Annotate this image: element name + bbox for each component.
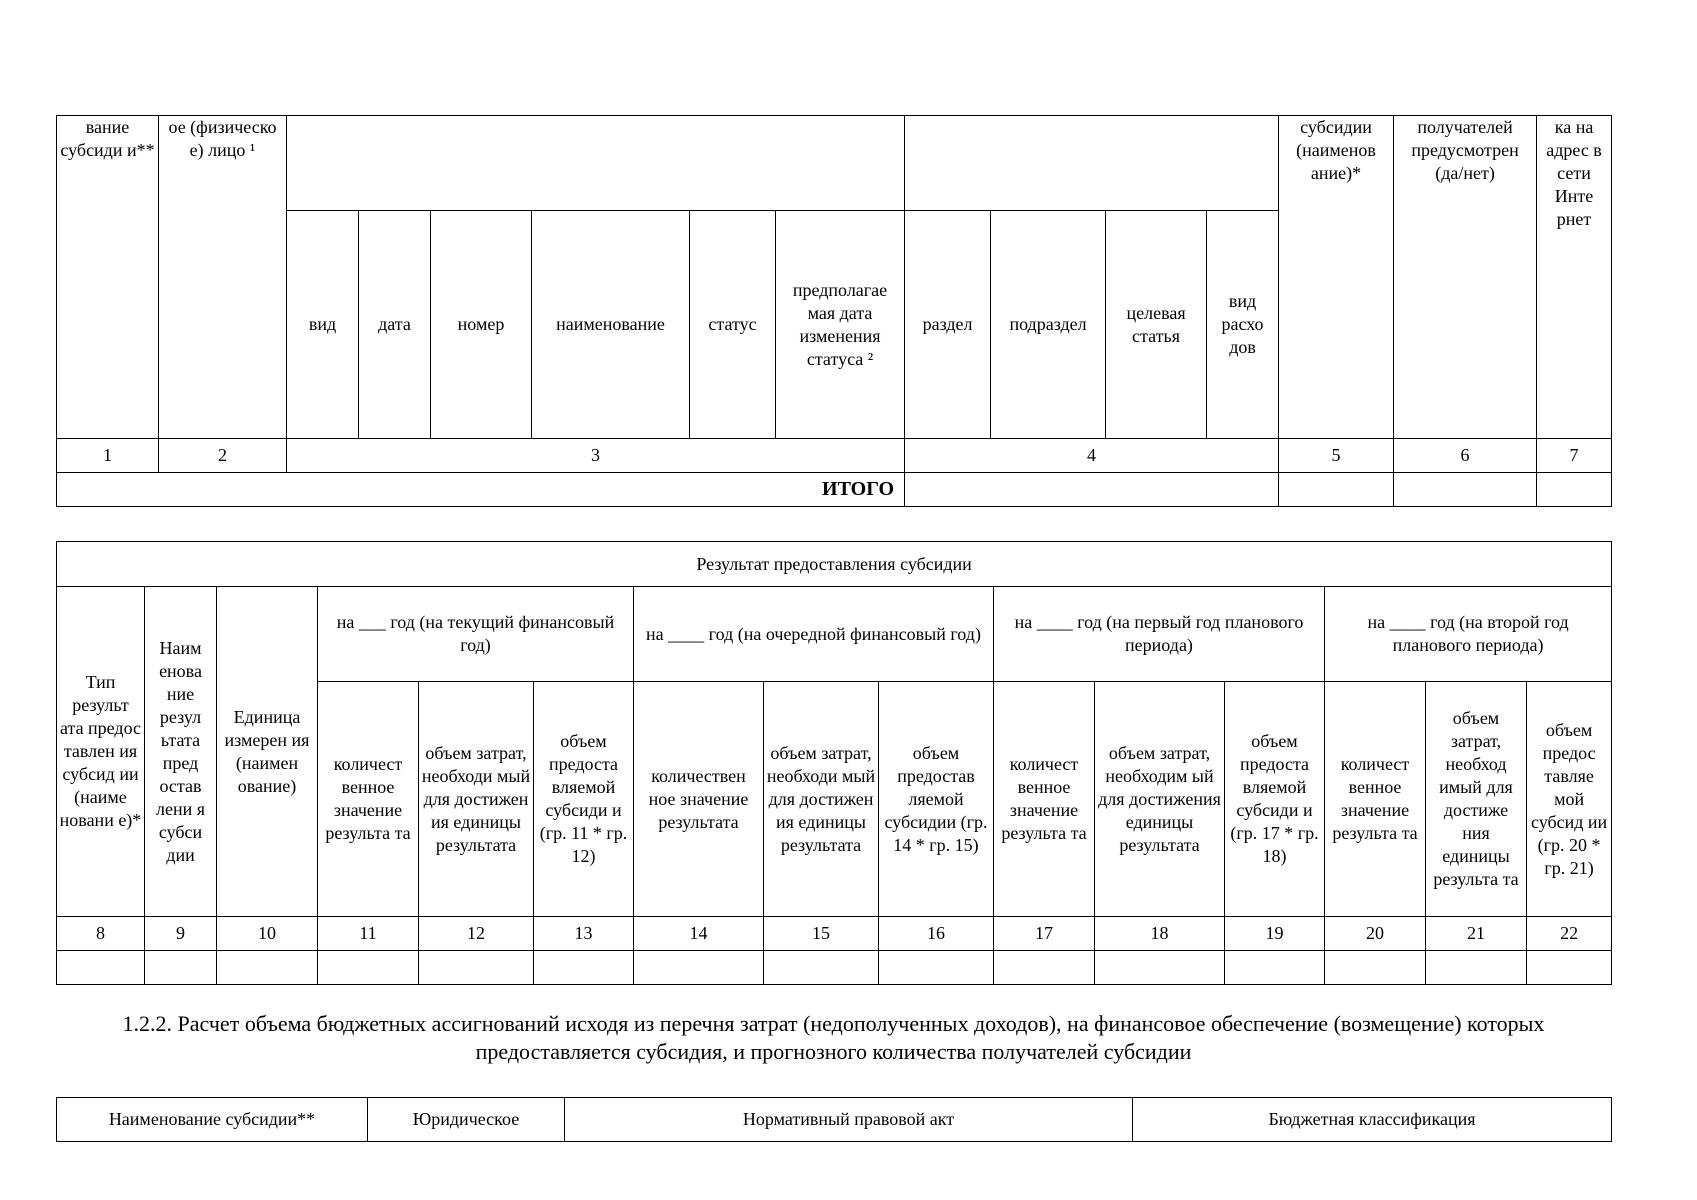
header-budget-classification-group (905, 116, 1279, 211)
subheader-act-type: вид (287, 211, 359, 439)
budget-allocation-table (56, 1097, 1612, 1142)
column-number: 4 (905, 439, 1279, 473)
header-budget-classification: Бюджетная классификация (1133, 1098, 1612, 1142)
subheader-section: раздел (905, 211, 991, 439)
header-period-first-planning-year: на ____ год (на первый год планового периода) (994, 587, 1325, 682)
header-normative-act-group (287, 116, 905, 211)
data-cell[interactable] (419, 951, 534, 985)
total-cell[interactable] (1279, 473, 1394, 507)
subheader-expense-type: вид расхо дов (1207, 211, 1279, 439)
subheader-quantity: количествен ное значение результата (634, 682, 764, 917)
subsidy-result-table (56, 541, 1612, 985)
column-number: 10 (217, 917, 318, 951)
header-legal-person: Юридическое (368, 1098, 565, 1142)
total-row (57, 473, 1612, 507)
subheader-quantity: количест венное значение результа та (318, 682, 419, 917)
header-period-next-year: на ____ год (на очередной финансовый год) (634, 587, 994, 682)
subheader-act-status-change-date: предполагае мая дата изменения статуса ² (776, 211, 905, 439)
total-cell[interactable] (1394, 473, 1537, 507)
header-result-type: Тип результ ата предос тавлен ия субсид ии (наиме новани е)* (57, 587, 145, 917)
column-numbers-row (57, 439, 1612, 473)
data-cell[interactable] (217, 951, 318, 985)
header-recipients-provided: получателей предусмотрен (да/нет) (1394, 116, 1537, 439)
column-number: 9 (145, 917, 217, 951)
header-subsidy-name: Наименование субсидии** (57, 1098, 368, 1142)
subheader-unit-cost: объем затрат, необходи мый для достижен ия единицы результата (764, 682, 879, 917)
data-cell[interactable] (1426, 951, 1527, 985)
subheader-subsidy-amount: объем предоста вляемой субсиди и (гр. 17 * гр. 18) (1225, 682, 1325, 917)
subheader-subsidy-amount: объем предос тавляе мой субсид ии (гр. 20 * гр. 21) (1527, 682, 1612, 917)
data-cell[interactable] (1225, 951, 1325, 985)
column-numbers-row (57, 917, 1612, 951)
empty-data-row (57, 951, 1612, 985)
section-heading: 1.2.2. Расчет объема бюджетных ассигнований исходя из перечня затрат (недополученных доходов), на финансовое обеспечение (возмещение) которых предоставляется субсидия, и прогнозного количества получателей субсидии (122, 1011, 1545, 1064)
header-normative-act: Нормативный правовой акт (565, 1098, 1133, 1142)
column-number: 5 (1279, 439, 1394, 473)
subheader-subsection: подраздел (991, 211, 1106, 439)
subheader-act-number: номер (431, 211, 532, 439)
subheader-quantity: количест венное значение результа та (994, 682, 1095, 917)
column-number: 11 (318, 917, 419, 951)
subheader-act-status: статус (690, 211, 776, 439)
data-cell[interactable] (57, 951, 145, 985)
column-number: 17 (994, 917, 1095, 951)
header-internet-link: ка на адрес в сети Инте рнет (1537, 116, 1612, 439)
header-subsidy-name: вание субсиди и** (57, 116, 159, 439)
subheader-target-article: целевая статья (1106, 211, 1207, 439)
total-cell[interactable] (1537, 473, 1612, 507)
subheader-subsidy-amount: объем предостав ляемой субсидии (гр. 14 * гр. 15) (879, 682, 994, 917)
data-cell[interactable] (318, 951, 419, 985)
column-number: 1 (57, 439, 159, 473)
total-label: ИТОГО (57, 473, 905, 507)
data-cell[interactable] (634, 951, 764, 985)
column-number: 14 (634, 917, 764, 951)
column-number: 12 (419, 917, 534, 951)
data-cell[interactable] (994, 951, 1095, 985)
subheader-quantity: количест венное значение результа та (1325, 682, 1426, 917)
subsidy-table-continued (56, 115, 1612, 507)
column-number: 19 (1225, 917, 1325, 951)
header-subsidy-purpose: субсидии (наименов ание)* (1279, 116, 1394, 439)
data-cell[interactable] (534, 951, 634, 985)
column-number: 7 (1537, 439, 1612, 473)
column-number: 18 (1095, 917, 1225, 951)
column-number: 20 (1325, 917, 1426, 951)
column-number: 22 (1527, 917, 1612, 951)
header-legal-person: ое (физическо е) лицо ¹ (159, 116, 287, 439)
column-number: 3 (287, 439, 905, 473)
total-cell[interactable] (905, 473, 1279, 507)
column-number: 16 (879, 917, 994, 951)
column-number: 15 (764, 917, 879, 951)
subheader-unit-cost: объем затрат, необходи мый для достижен ия единицы результата (419, 682, 534, 917)
data-cell[interactable] (145, 951, 217, 985)
data-cell[interactable] (1527, 951, 1612, 985)
column-number: 8 (57, 917, 145, 951)
subheader-unit-cost: объем затрат, необход имый для достиже ния единицы результа та (1426, 682, 1527, 917)
column-number: 6 (1394, 439, 1537, 473)
column-number: 21 (1426, 917, 1527, 951)
header-result-name: Наим енова ние резул ьтата пред остав лени я субси дии (145, 587, 217, 917)
data-cell[interactable] (879, 951, 994, 985)
column-number: 13 (534, 917, 634, 951)
header-unit: Единица измерен ия (наимен ование) (217, 587, 318, 917)
header-period-current-year: на ___ год (на текущий финансовый год) (318, 587, 634, 682)
subheader-act-date: дата (359, 211, 431, 439)
data-cell[interactable] (1095, 951, 1225, 985)
header-period-second-planning-year: на ____ год (на второй год планового периода) (1325, 587, 1612, 682)
column-number: 2 (159, 439, 287, 473)
data-cell[interactable] (1325, 951, 1426, 985)
data-cell[interactable] (764, 951, 879, 985)
subheader-unit-cost: объем затрат, необходим ый для достижения единицы результата (1095, 682, 1225, 917)
subheader-act-name: наименование (532, 211, 690, 439)
subheader-subsidy-amount: объем предоста вляемой субсиди и (гр. 11 * гр. 12) (534, 682, 634, 917)
result-table-title: Результат предоставления субсидии (57, 542, 1612, 587)
